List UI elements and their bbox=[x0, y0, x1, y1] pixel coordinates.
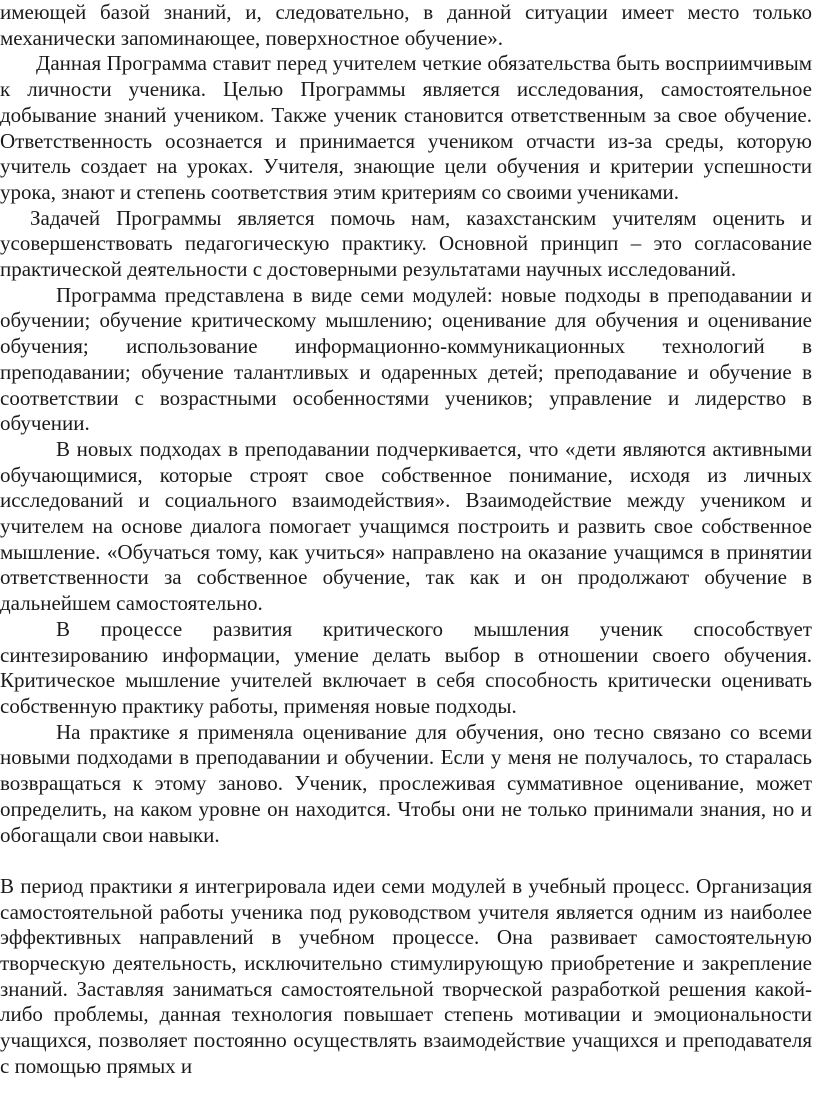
paragraph-3: Задачей Программы является помочь нам, казахстанским учителям оценить и усовершенствовать педагогическую практику. Основной принцип – это согласование практической деятельности с достоверными результатами научных исследований. bbox=[0, 205, 812, 282]
paragraph-1: имеющей базой знаний, и, следовательно, в данной ситуации имеет место только механически запоминающее, поверхностное обучение». bbox=[0, 0, 812, 50]
paragraph-6: В процессе развития критического мышления ученик способствует синтезированию информации, умение делать выбор в отношении своего обучения. Критическое мышление учителей включает в себя способность критически оценивать собственную практику работы, применяя новые подходы. bbox=[0, 616, 812, 718]
paragraph-7: На практике я применяла оценивание для обучения, оно тесно связано со всеми новыми подходами в преподавании и обучении. Если у меня не получалось, то старалась возвращаться к этому заново. Ученик, прослеживая суммативное оценивание, может определить, на каком уровне он находится. Чтобы они не только принимали знания, но и обогащали свои навыки. bbox=[0, 719, 812, 847]
paragraph-5: В новых подходах в преподавании подчеркивается, что «дети являются активными обучающимися, которые строят свое собственное понимание, исходя из личных исследований и социального взаимодействия». Взаимодействие между учеником и учителем на основе диалога помогает учащимся построить и развить свое собственное мышление. «Обучаться тому, как учиться» направлено на оказание учащимся в принятии ответственности за собственное обучение, так как и он продолжают обучение в дальнейшем самостоятельно. bbox=[0, 436, 812, 616]
paragraph-8: В период практики я интегрировала идеи семи модулей в учебный процесс. Организация самостоятельной работы ученика под руководством учителя является одним из наиболее эффективных направлений в учебном процессе. Она развивает самостоятельную творческую деятельность, исключительно стимулирующую приобретение и закрепление знаний. Заставляя заниматься самостоятельной творческой разработкой решения какой-либо проблемы, данная технология повышает степень мотивации и эмоциональности учащихся, позволяет постоянно осуществлять взаимодействие учащихся и преподавателя с помощью прямых и bbox=[0, 873, 812, 1078]
paragraph-2: Данная Программа ставит перед учителем четкие обязательства быть восприимчивым к личности ученика. Целью Программы является исследования, самостоятельное добывание знаний учеником. Также ученик становится ответственным за свое обучение. Ответственность осознается и принимается учеником отчасти из-за среды, которую учитель создает на уроках. Учителя, знающие цели обучения и критерии успешности урока, знают и степень соответствия этим критериям со своими учениками. bbox=[0, 51, 812, 204]
blank-line bbox=[0, 848, 816, 874]
paragraph-4: Программа представлена в виде семи модулей: новые подходы в преподавании и обучении; обучение критическому мышлению; оценивание для обучения и оценивание обучения; использование информационно-коммуникационных технологий в преподавании; обучение талантливых и одаренных детей; преподавание и обучение в соответствии с возрастными особенностями учеников; управление и лидерство в обучении. bbox=[0, 282, 812, 436]
